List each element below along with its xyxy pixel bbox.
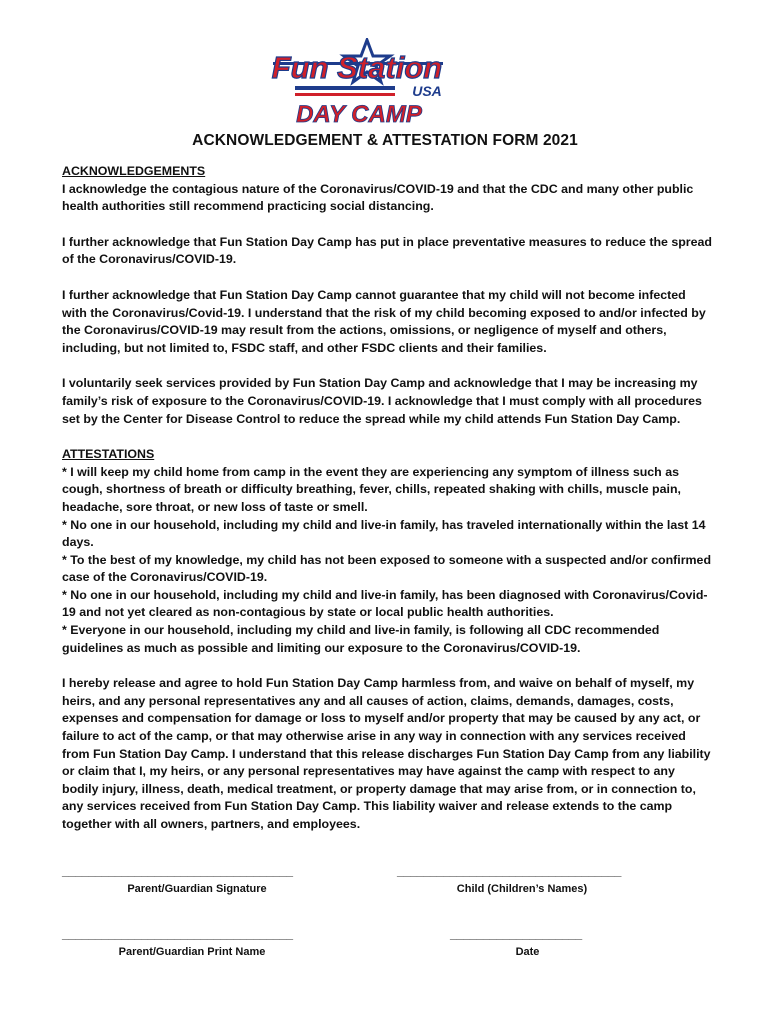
date-label: Date <box>515 946 540 958</box>
release-paragraph: I hereby release and agree to hold Fun Station Day Camp harmless from, and waive on behalf of myself, my heirs, and any personal representatives any and all causes of action, claims, demands, damages, costs, expenses and compensation for damage or loss to myself and/or property that may be caused by any act, or failure to act of the camp, or that may otherwise arise in any way in connection with any services received from Fun Station Day Camp. I understand that this release discharges Fun Station Day Camp from any liability or claim that I, my heirs, or any personal representatives may have against the camp with respect to any bodily injury, illness, death, medical treatment, or property damage that may arise from, or in connection to, any services received from Fun Station Day Camp. This liability waiver and release extends to the camp together with all owners, partners, and employees. <box>62 676 711 831</box>
attestation-item: * No one in our household, including my child and live-in family, has been diagnosed with Coronavirus/Covid-19 and not yet cleared as non-contagious by state or local public health authorities. <box>62 587 708 620</box>
date-line[interactable]: ____________________ <box>450 927 582 941</box>
attestation-item: * To the best of my knowledge, my child has not been exposed to someone with a suspected and/or confirmed case of the Coronavirus/COVID-19. <box>62 552 712 585</box>
logo-usa-text: USA <box>412 83 442 99</box>
attestations-heading: ATTESTATIONS <box>62 447 155 462</box>
logo-graphic <box>255 38 460 130</box>
parent-print-name-line[interactable]: ___________________________________ <box>62 927 293 941</box>
parent-signature-line[interactable]: ___________________________________ <box>62 864 293 878</box>
attestation-item: * I will keep my child home from camp in the event they are experiencing any symptom of illness such as cough, shortness of breath or difficulty breathing, fever, chills, repeated shaking with chills, muscle pain, headache, sore throat, or new loss of taste or smell. <box>62 464 681 514</box>
child-names-label: Child (Children’s Names) <box>456 883 588 895</box>
attestations-section <box>62 446 712 657</box>
acknowledgement-paragraph: I further acknowledge that Fun Station Day Camp has put in place preventative measures to reduce the spread of the Coronavirus/COVID-19. <box>62 234 712 267</box>
acknowledgement-paragraph: I further acknowledge that Fun Station Day Camp cannot guarantee that my child will not become infected with the Coronavirus/Covid-19. I understand that the risk of my child becoming exposed to and/or infected by the Coronavirus/COVID-19 may result from the actions, omissions, or negligence of myself and others, including, but not limited to, FSDC staff, and other FSDC clients and their families. <box>62 287 706 355</box>
logo-stripe <box>295 93 395 96</box>
form-title: ACKNOWLEDGEMENT & ATTESTATION FORM 2021 <box>192 132 578 149</box>
parent-print-name-label: Parent/Guardian Print Name <box>118 946 266 958</box>
acknowledgement-paragraph <box>62 163 712 216</box>
logo-stripe <box>295 86 395 90</box>
acknowledgements-heading: ACKNOWLEDGEMENTS <box>62 164 206 178</box>
form-body <box>62 163 712 852</box>
child-names-line[interactable]: __________________________________ <box>397 864 622 878</box>
attestation-item: * Everyone in our household, including my child and live-in family, is following all CDC recommended guidelines as much as possible and limiting our exposure to the Coronavirus/COVID-19. <box>62 623 660 655</box>
acknowledgement-paragraph: I voluntarily seek services provided by Fun Station Day Camp and acknowledge that I may be increasing my family’s risk of exposure to the Coronavirus/COVID-19. I acknowledge that I must comply with all procedures set by the Center for Disease Control to reduce the spread while my child attends Fun Station Day Camp. <box>62 376 702 426</box>
acknowledgement-text: I acknowledge the contagious nature of the Coronavirus/COVID-19 and that the CDC and many other public health authorities still recommend practicing social distancing. <box>62 181 694 214</box>
parent-signature-label: Parent/Guardian Signature <box>127 883 267 895</box>
fun-station-logo <box>255 38 460 130</box>
logo-day-camp-text: DAY CAMP <box>296 101 422 128</box>
logo-fun-station-text: Fun Station <box>271 50 443 85</box>
attestation-item: * No one in our household, including my child and live-in family, has traveled internationally within the last 14 days. <box>62 517 706 550</box>
